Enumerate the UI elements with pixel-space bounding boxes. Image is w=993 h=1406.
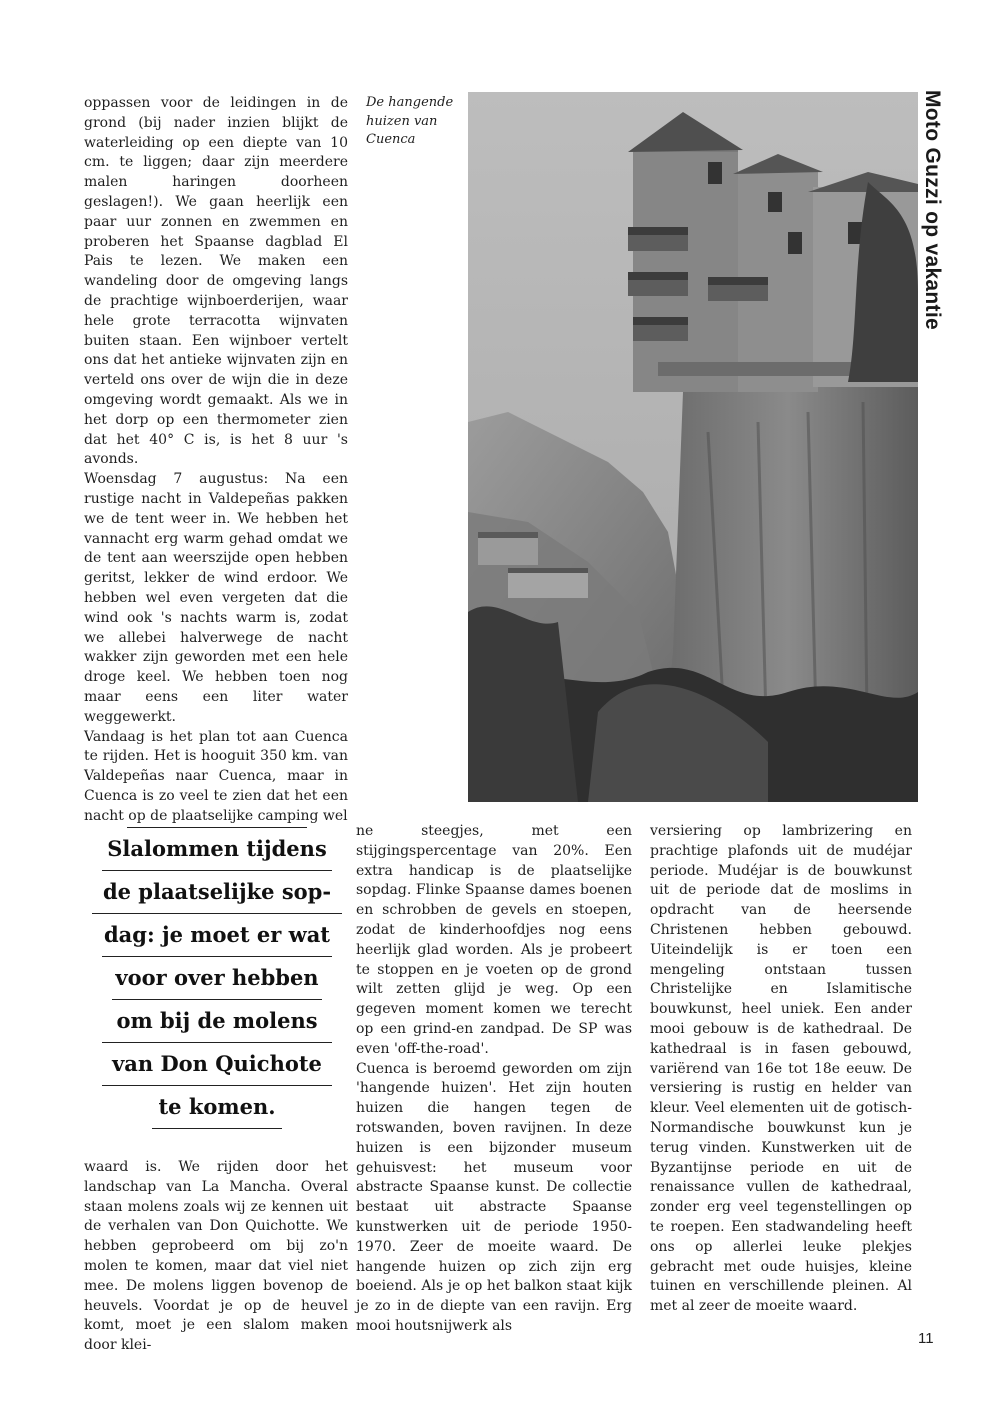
section-title-text: Moto Guzzi op vakantie [921, 90, 944, 330]
photo-caption: De hangende huizen van Cuenca [366, 95, 454, 147]
pull-quote-line: de plaatselijke sop- [102, 879, 332, 904]
paragraph: oppassen voor de leidingen in de grond (bij nader inzien blijkt de waterleiding op een diepte van 10 cm. te liggen; daar zijn meerdere malen haringen doorheen geslagen!). We gaan heerlijk een paar uur zonnen en zwemmen en proberen het Spaanse dagblad El Pais te lezen. We maken een wandeling door de omgeving langs de prachtige wijnboerderijen, waar hele grote terracotta wijnvaten buiten staan. Een wijnboer vertelt ons dat het antieke wijnvaten zijn en verteld ons over de wijn die in deze omgeving wordt gemaakt. Als we in het dorp op een thermometer zien dat het 40° C is, is het 8 uur 's avonds. [84, 95, 348, 468]
article-column-middle [356, 822, 632, 1337]
photo-illustration [468, 92, 918, 802]
pull-quote-line: voor over hebben [115, 965, 319, 990]
pull-quote-line: om bij de molens [116, 1008, 318, 1033]
article-column-left-top [84, 94, 348, 826]
article-column-right [650, 822, 912, 1317]
article-column-left-bottom [84, 1158, 348, 1356]
paragraph: Cuenca is beroemd geworden om zijn 'hangende huizen'. Het zijn houten huizen die hangen tegen de rotswanden, boven ravijnen. In deze huizen is een bijzonder museum gehuisvest: het museum voor abstracte Spaanse kunst. De collectie bestaat uit abstracte Spaanse kunstwerken uit de periode 1950-1970. Zeer de moeite waard. De hangende huizen op zich zijn erg boeiend. Als je op het balkon staat kijk je zo in de diepte van een ravijn. Erg mooi houtsnijwerk als [356, 1060, 632, 1334]
page-number: 11 [918, 1330, 934, 1347]
paragraph: versiering op lambrizering en prachtige plafonds uit de mudéjar periode. Mudéjar is de bouwkunst uit de periode dat de moslims in opdracht van de heersende Christenen hebben gebouwd. Uiteindelijk is er toen een mengeling ontstaan tussen Christelijke en Islamitische bouwkunst, heel uniek. Een ander mooi gebouw is de kathedraal. De kathedraal is in fasen gebouwd, variërend van 16e tot 18e eeuw. De versiering is rustig en helder van kleur. Veel elementen uit de gotisch-Normandische bouwkunst kun je terug vinden. Kunstwerken uit de Byzantijnse periode en uit de renaissance vullen de kathedraal, zonder erg veel tegenstellingen op te roepen. Een stadwandeling heeft ons op allerlei leuke plekjes gebracht met oude huisjes, kleine tuinen en verschillende pleinen. Al met al zeer de moeite waard. [650, 823, 912, 1315]
paragraph: Vandaag is het plan tot aan Cuenca te rijden. Het is hooguit 350 km. van Valdepeñas naar Cuenca, maar in Cuenca is zo veel te zien dat het een nacht op de plaatselijke camping wel [84, 728, 348, 824]
pull-quote-line: van Don Quichote [112, 1051, 322, 1076]
paragraph: ne steegjes, met een stijgingspercentage van 20%. Een extra handicap is de plaatselijke sopdag. Flinke Spaanse dames boenen en schrobben de gevels en stoepen, zodat de kinderhoofdjes nog eens heerlijk glad worden. Als je probeert te stoppen en je voeten op de grond wilt zetten glijd je weg. Op een gegeven moment komen we terecht op een grind-en zandpad. De SP was even 'off-the-road'. [356, 823, 632, 1057]
pull-quote-line: te komen. [158, 1094, 276, 1119]
paragraph: Woensdag 7 augustus: Na een rustige nacht in Valdepeñas pakken we de tent weer in. We hebben het vannacht erg warm gehad omdat we de tent aan weerszijde open hebben geritst, lekker de wind erdoor. We hebben wel even vergeten dat die wind ook 's nachts warm is, zodat we allebei halverwege de nacht wakker zijn geworden met een hele droge keel. We hebben toen nog maar eens een liter water weggewerkt. [84, 471, 348, 725]
section-title-vertical [920, 90, 960, 390]
photo-hanging-houses [468, 92, 918, 802]
pull-quote-rule [152, 1128, 282, 1129]
paragraph: waard is. We rijden door het landschap van La Mancha. Overal staan molens zoals wij ze kennen uit de verhalen van Don Quichotte. We hebben geprobeerd om bij zo'n molen te komen, maar dat viel niet mee. De molens liggen bovenop de heuvels. Voordat je op de heuvel komt, moet je een slalom maken door klei- [84, 1159, 348, 1354]
pull-quote [92, 827, 342, 1129]
pull-quote-line: dag: je moet er wat [103, 922, 331, 947]
pull-quote-line: Slalommen tijdens [107, 836, 327, 861]
